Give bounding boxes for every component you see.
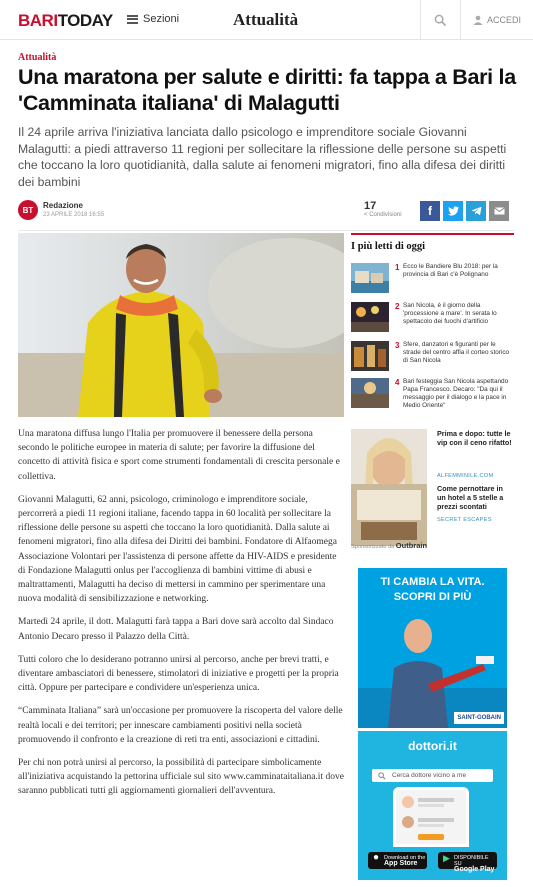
outbrain-attribution[interactable] [351, 541, 427, 550]
most-read-title: I più letti di oggi [351, 233, 514, 252]
sponsored-item[interactable] [351, 484, 514, 546]
play-small-text: DISPONIBILE SU [454, 855, 489, 867]
runner-photo-illustration [18, 233, 344, 417]
phone-mockup [393, 787, 469, 847]
most-read-text: Ecco le Bandiere Blu 2018: per la provincia di Bari c'è Polignano [403, 263, 498, 278]
sections-menu-button[interactable] [127, 13, 179, 25]
app-advertisement[interactable] [358, 731, 507, 880]
most-read-text: Sfere, danzatori e figuranti per le strade del centro affia il corteo storico di San Nicola [403, 341, 510, 364]
article-body [18, 427, 344, 808]
outbrain-logo: Outbrain [395, 541, 428, 550]
play-big-text: Google Play [454, 866, 495, 873]
sponsored-title: Prima e dopo: tutte le vip con il ceno rifatto! [437, 429, 512, 447]
twitter-icon [448, 206, 459, 216]
app-store-badge[interactable] [368, 852, 427, 869]
article-paragraph: Una maratona diffusa lungo l'Italia per promuovere il benessere della persona secondo le politiche europee in materia di salute; per favorire la diffusione del concetto di attività fisica e sport come strumenti fondamentali di crescita personale e collettiva. [18, 429, 340, 482]
sponsored-thumbnail [351, 484, 427, 546]
mail-icon [494, 207, 505, 215]
facebook-share-button[interactable] [420, 201, 440, 221]
email-share-button[interactable] [489, 201, 509, 221]
most-read-thumbnail [351, 341, 389, 371]
article-paragraph: Tutti coloro che lo desiderano potranno unirsi al percorso, anche per brevi tratti, e diventare ambasciatori di benessere, stimolatori di iniziative e progetti per la propria città. Oppure per partecipare e condividere un'esperienza unica. [18, 654, 339, 694]
author-name[interactable]: Redazione [43, 201, 84, 210]
hamburger-icon [127, 15, 138, 24]
rank-number: 4 [395, 378, 400, 387]
rank-number: 1 [395, 263, 400, 272]
share-counter [364, 200, 402, 218]
ad-search-placeholder: Cerca dottore vicino a me [392, 772, 467, 779]
top-header [0, 0, 533, 40]
google-play-badge[interactable] [438, 852, 497, 873]
most-read-item[interactable] [351, 302, 514, 332]
most-read-thumbnail [351, 302, 389, 332]
rank-number: 3 [395, 341, 400, 350]
ad-brand: dottori.it [408, 739, 457, 753]
login-label: ACCEDI [486, 15, 521, 25]
sections-label: Sezioni [143, 13, 180, 25]
search-button[interactable] [420, 0, 460, 40]
article-main-photo[interactable] [18, 233, 344, 417]
section-title[interactable]: Attualità [233, 10, 299, 29]
ad-headline: TI CAMBIA LA VITA. [380, 576, 485, 588]
most-read-thumbnail [351, 263, 389, 293]
sponsored-label: Sponsorizzato da [351, 544, 395, 550]
article-paragraph: “Camminata Italiana” sarà un'occasione per promuovere la riscoperta del valore delle realtà locali e dei territori; per innescare cambiamenti positivi nella società promuovendo il confronto e la creazione di reti tra enti, associazioni e cittadini. [18, 706, 343, 745]
most-read-thumbnail [351, 378, 389, 408]
apple-icon: ● [373, 852, 380, 863]
site-logo[interactable] [18, 11, 113, 31]
share-label: Condivisioni [369, 212, 402, 218]
facebook-icon: f [428, 204, 432, 218]
most-read-item[interactable] [351, 378, 514, 408]
share-icon: < [364, 212, 368, 218]
divider [18, 230, 514, 231]
most-read-text: San Nicola, è il giorno della 'processione a mare'. In serata lo spettacolo dei fuochi d'artificio [403, 302, 497, 325]
appstore-small-text: Download on the [384, 855, 426, 861]
article-paragraph: Per chi non potrà unirsi al percorso, la possibilità di partecipare simbolicamente all'iniziativa acquistando la pettorina ufficiale sul sito www.camminataitaliana.it dove saranno pubblicati tutti gli aggiornamenti giornalieri dell'avventura. [18, 758, 344, 797]
most-read-item[interactable] [351, 341, 514, 371]
most-read-item[interactable] [351, 263, 514, 293]
rank-number: 2 [395, 302, 400, 311]
telegram-icon [471, 206, 482, 216]
search-icon [378, 772, 386, 780]
article-lead: Il 24 aprile arriva l'iniziativa lanciata dallo psicologo e imprenditore sociale Giovanni Malagutti: a piedi attraverso 11 regioni per sollecitare la riflessione delle persone su aspetti che toccano la loro quotidianità, dalla salute ai fenomeni migratori, fino alla difesa dei diritti dei bambini [18, 125, 507, 189]
telegram-share-button[interactable] [466, 201, 486, 221]
article-category[interactable]: Attualità [18, 52, 57, 63]
play-icon: ▶ [443, 853, 450, 863]
search-icon [434, 14, 447, 27]
ad-brand: SAINT-GOBAIN [454, 712, 504, 724]
sponsored-thumbnail [351, 429, 427, 491]
share-count: 17 [364, 200, 377, 212]
twitter-share-button[interactable] [443, 201, 463, 221]
article-byline [18, 200, 514, 226]
article-paragraph: Martedì 24 aprile, il dott. Malagutti farà tappa a Bari dove sarà accolto dal Sindaco Antonio Decaro presso il Palazzo della Città. [18, 617, 334, 642]
sponsored-source: SECRET ESCAPES [437, 517, 492, 523]
sponsored-source: ALFEMMINILE.COM [437, 473, 494, 479]
login-button[interactable] [460, 0, 533, 40]
ad-cta: SCOPRI DI PIÙ [393, 591, 472, 603]
article-title: Una maratona per salute e diritti: fa tappa a Bari la 'Camminata italiana' di Malagutti [18, 65, 516, 115]
author-avatar: BT [18, 200, 38, 220]
logo-bari-text: BARI [18, 11, 58, 30]
sidebar [351, 233, 514, 873]
article-paragraph: Giovanni Malagutti, 62 anni, psicologo, criminologo e imprenditore sociale, percorrerà a piedi 11 regioni italiane, facendo tappa in 60 località per sollecitare la riflessione delle persone su aspetti che toccano la loro quotidianità. Dalla salute ai fenomeni migratori, fino alla difesa dei Diritti dei bambini. Fondatore di Alfaomega Associazione Volontari per l'assistenza di persone affette da HIV-AIDS e presidente di Fondazione Malagutti onlus per l'accoglienza di bambini vittime di abusi e maltrattamenti, Malagutti ha deciso di mettersi in cammino per sperimentare una nuova modalità di sensibilizzazione e networking. [18, 494, 337, 605]
user-icon [473, 15, 483, 25]
appstore-big-text: App Store [384, 860, 418, 867]
sponsored-item[interactable] [351, 429, 514, 491]
phone-screen-illustration [396, 790, 466, 844]
ad-search-bar[interactable] [372, 769, 493, 782]
logo-today-text: TODAY [57, 11, 113, 30]
most-read-text: Bari festeggia San Nicola aspettando Papa Francesco. Decaro: "Da qui il messaggio per il dialogo e la pace in Medio Oriente" [403, 378, 509, 409]
publish-date: 23 APRILE 2018 16:55 [43, 212, 105, 218]
sponsored-title: Come pernottare in un hotel a 5 stelle a prezzi scontati [437, 484, 504, 511]
advertisement-banner[interactable] [358, 568, 507, 728]
ad-illustration [358, 608, 507, 728]
